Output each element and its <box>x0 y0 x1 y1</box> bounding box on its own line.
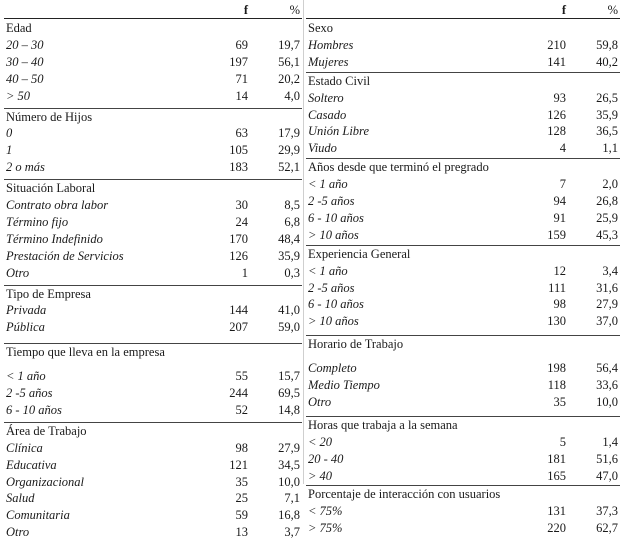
row-label: Organizacional <box>6 474 85 489</box>
table-row <box>306 451 620 467</box>
table-row <box>4 197 302 213</box>
row-label: 0 <box>6 126 13 141</box>
table-row <box>4 385 302 401</box>
row-percent: 19,7 <box>278 37 300 52</box>
table-row <box>4 88 302 104</box>
row-frequency: 105 <box>229 143 248 158</box>
row-percent: 10,0 <box>596 394 618 409</box>
row-label: > 10 años <box>308 227 359 242</box>
row-label: Hombres <box>308 37 354 52</box>
category-label: Horas que trabaja a la semana <box>308 417 458 432</box>
row-percent: 4,0 <box>284 88 300 103</box>
row-frequency: 4 <box>559 141 566 156</box>
category-heading <box>4 180 302 196</box>
row-label: Otro <box>6 265 30 280</box>
table-row <box>4 159 302 175</box>
table-row <box>306 434 620 450</box>
row-percent: 37,3 <box>596 504 618 519</box>
row-frequency: 165 <box>547 468 566 483</box>
category-heading <box>306 246 620 262</box>
table-row <box>4 265 302 281</box>
category-heading <box>4 423 302 439</box>
row-percent: 47,0 <box>596 468 618 483</box>
table-row <box>306 210 620 226</box>
table-row <box>4 54 302 70</box>
row-frequency: 24 <box>235 214 248 229</box>
row-frequency: 170 <box>229 231 248 246</box>
row-label: Término Indefinido <box>6 231 103 246</box>
header-percent: % <box>289 3 300 17</box>
row-label: > 75% <box>308 521 343 536</box>
table-row <box>4 71 302 87</box>
row-percent: 59,8 <box>596 37 618 52</box>
table-row <box>4 37 302 53</box>
category-heading <box>4 20 302 36</box>
row-frequency: 126 <box>229 248 248 263</box>
category-label: Estado Civil <box>308 73 371 88</box>
row-frequency: 12 <box>553 263 566 278</box>
category-heading <box>306 336 620 352</box>
table-row <box>306 394 620 410</box>
row-percent: 7,1 <box>284 491 300 506</box>
table-row <box>306 313 620 329</box>
table-row <box>306 468 620 484</box>
row-frequency: 111 <box>548 280 566 295</box>
category-heading <box>306 417 620 433</box>
row-frequency: 128 <box>547 124 566 139</box>
row-label: Pública <box>6 320 45 335</box>
table-row <box>4 302 302 318</box>
row-frequency: 118 <box>547 378 566 392</box>
row-percent: 62,7 <box>596 521 618 536</box>
row-percent: 20,2 <box>278 71 300 86</box>
row-frequency: 126 <box>547 107 566 122</box>
row-frequency: 71 <box>235 71 248 86</box>
row-percent: 3,7 <box>284 525 300 540</box>
row-label: < 75% <box>308 504 343 519</box>
row-label: Otro <box>308 394 332 409</box>
row-label: 20 - 40 <box>308 451 344 466</box>
table-row <box>306 280 620 296</box>
row-label: 6 - 10 años <box>308 210 364 225</box>
column-separator <box>303 0 304 484</box>
header-f: f <box>243 3 248 17</box>
category-heading <box>4 109 302 125</box>
category-label: Porcentaje de interacción con usuarios <box>308 487 501 502</box>
table-row <box>4 214 302 230</box>
left-column <box>4 0 302 540</box>
category-label: Horario de Trabajo <box>308 337 404 352</box>
row-percent: 15,7 <box>278 369 300 384</box>
table-row <box>306 296 620 312</box>
row-percent: 2,0 <box>602 177 618 192</box>
row-label: > 40 <box>308 468 333 483</box>
row-percent: 36,5 <box>596 124 618 139</box>
row-frequency: 59 <box>235 508 248 523</box>
row-frequency: 91 <box>553 210 566 225</box>
category-label: Área de Trabajo <box>6 423 87 438</box>
row-label: Viudo <box>308 141 337 156</box>
row-frequency: 144 <box>229 303 248 318</box>
row-percent: 0,3 <box>284 265 300 280</box>
table-row <box>306 123 620 139</box>
table-row <box>306 37 620 53</box>
row-percent: 16,8 <box>278 508 300 523</box>
table-row <box>306 263 620 279</box>
row-label: 2 -5 años <box>6 386 53 400</box>
row-percent: 37,0 <box>596 314 618 329</box>
row-percent: 1,1 <box>602 141 618 156</box>
row-label: Medio Tiempo <box>308 378 380 392</box>
row-frequency: 14 <box>235 88 248 103</box>
row-label: Otro <box>6 525 30 540</box>
table-row <box>4 457 302 473</box>
row-frequency: 1 <box>241 265 248 280</box>
row-percent: 40,2 <box>596 54 618 69</box>
category-label: Edad <box>6 21 32 35</box>
category-label: Tiempo que lleva en la empresa <box>6 345 165 360</box>
row-frequency: 7 <box>559 177 566 192</box>
category-heading <box>4 344 302 360</box>
row-percent: 48,4 <box>278 231 300 246</box>
table-row <box>306 140 620 156</box>
table-row <box>4 368 302 384</box>
row-label: Comunitaria <box>6 508 70 523</box>
row-label: 2 -5 años <box>308 280 355 295</box>
table-row <box>306 360 620 376</box>
row-frequency: 183 <box>229 160 248 175</box>
row-label: Casado <box>308 107 347 122</box>
row-percent: 14,8 <box>278 402 300 417</box>
row-percent: 51,6 <box>596 451 618 466</box>
category-label: Número de Hijos <box>6 109 93 124</box>
row-frequency: 159 <box>547 227 566 242</box>
row-label: Mujeres <box>308 54 349 69</box>
row-label: > 10 años <box>308 314 359 329</box>
row-frequency: 35 <box>553 394 566 409</box>
row-frequency: 94 <box>553 194 566 208</box>
row-percent: 25,9 <box>596 210 618 225</box>
table-row <box>4 125 302 141</box>
table-row <box>306 520 620 536</box>
row-percent: 35,9 <box>596 107 618 122</box>
row-frequency: 69 <box>235 37 248 52</box>
header-rule <box>4 18 302 19</box>
row-percent: 27,9 <box>278 440 300 455</box>
row-label: 2 o más <box>6 160 45 175</box>
row-frequency: 98 <box>553 297 566 312</box>
category-heading <box>306 20 620 36</box>
table-row <box>4 474 302 490</box>
row-label: Término fijo <box>6 214 69 229</box>
row-frequency: 30 <box>235 198 248 212</box>
category-label: Situación Laboral <box>6 181 96 196</box>
table-row <box>306 227 620 243</box>
right-column <box>306 0 620 536</box>
row-percent: 6,8 <box>284 214 300 229</box>
row-percent: 69,5 <box>278 386 300 400</box>
row-percent: 45,3 <box>596 227 618 242</box>
row-percent: 33,6 <box>596 378 618 392</box>
row-frequency: 25 <box>235 491 248 506</box>
table-row <box>4 507 302 523</box>
row-percent: 56,1 <box>278 54 300 69</box>
table-row <box>4 231 302 247</box>
table-row <box>4 142 302 158</box>
row-label: > 50 <box>6 88 31 103</box>
row-frequency: 197 <box>229 54 248 69</box>
category-heading <box>306 486 620 502</box>
row-percent: 34,5 <box>278 457 300 472</box>
category-label: Años desde que terminó el pregrado <box>308 160 489 175</box>
row-label: < 1 año <box>308 177 348 192</box>
row-percent: 35,9 <box>278 248 300 263</box>
row-label: Educativa <box>6 457 57 472</box>
table-row <box>4 319 302 335</box>
table-row <box>306 193 620 209</box>
row-percent: 56,4 <box>596 361 618 376</box>
row-frequency: 121 <box>229 457 248 472</box>
table-row <box>306 90 620 106</box>
table-row <box>306 503 620 519</box>
row-percent: 26,5 <box>596 90 618 105</box>
category-label: Tipo de Empresa <box>6 286 91 301</box>
row-percent: 41,0 <box>278 303 300 318</box>
row-label: Soltero <box>308 90 344 105</box>
row-label: 40 – 50 <box>6 71 44 86</box>
row-label: < 1 año <box>6 369 46 384</box>
row-label: Unión Libre <box>308 124 369 139</box>
row-frequency: 63 <box>235 126 248 141</box>
row-label: Salud <box>6 491 35 506</box>
table-row <box>306 107 620 123</box>
category-heading <box>306 159 620 175</box>
row-frequency: 220 <box>547 521 566 536</box>
row-label: Clínica <box>6 440 43 455</box>
category-heading <box>306 73 620 89</box>
category-label: Sexo <box>308 21 333 35</box>
row-percent: 26,8 <box>596 194 618 208</box>
row-frequency: 35 <box>235 474 248 489</box>
table-row <box>306 54 620 70</box>
table-header <box>306 2 620 18</box>
row-frequency: 181 <box>547 451 566 466</box>
row-frequency: 131 <box>547 504 566 519</box>
row-frequency: 244 <box>229 386 248 400</box>
row-label: 20 – 30 <box>6 37 44 52</box>
row-label: 1 <box>6 143 13 158</box>
row-label: 6 - 10 años <box>308 297 364 312</box>
row-frequency: 210 <box>547 37 566 52</box>
row-label: Completo <box>308 361 357 376</box>
row-percent: 17,9 <box>278 126 300 141</box>
header-percent: % <box>607 3 618 17</box>
row-percent: 27,9 <box>596 297 618 312</box>
category-label: Experiencia General <box>308 246 411 261</box>
table-row <box>4 402 302 418</box>
row-percent: 10,0 <box>278 474 300 489</box>
row-percent: 52,1 <box>278 160 300 175</box>
table-row <box>4 490 302 506</box>
row-frequency: 141 <box>547 54 566 69</box>
category-heading <box>4 286 302 302</box>
row-frequency: 5 <box>559 434 566 449</box>
row-label: 6 - 10 años <box>6 402 62 417</box>
row-percent: 59,0 <box>278 320 300 335</box>
row-frequency: 98 <box>235 440 248 455</box>
row-label: Contrato obra labor <box>6 198 109 212</box>
row-frequency: 130 <box>547 314 566 329</box>
row-label: < 1 año <box>308 263 348 278</box>
table-row <box>306 176 620 192</box>
row-label: 30 – 40 <box>6 54 44 69</box>
row-frequency: 55 <box>235 369 248 384</box>
row-percent: 29,9 <box>278 143 300 158</box>
row-label: 2 -5 años <box>308 194 355 208</box>
table-row <box>4 524 302 540</box>
row-frequency: 93 <box>553 90 566 105</box>
row-percent: 3,4 <box>602 263 618 278</box>
row-percent: 31,6 <box>596 280 618 295</box>
row-percent: 1,4 <box>602 434 618 449</box>
row-frequency: 198 <box>547 361 566 376</box>
row-label: < 20 <box>308 434 333 449</box>
row-frequency: 207 <box>229 320 248 335</box>
row-percent: 8,5 <box>284 198 300 212</box>
table-header <box>4 2 302 18</box>
row-frequency: 52 <box>235 402 248 417</box>
table-row <box>4 248 302 264</box>
header-f: f <box>561 3 566 17</box>
row-label: Prestación de Servicios <box>6 248 124 263</box>
table-row <box>4 440 302 456</box>
table-row <box>306 377 620 393</box>
row-label: Privada <box>6 303 47 318</box>
header-rule <box>306 18 620 19</box>
row-frequency: 13 <box>235 525 248 540</box>
